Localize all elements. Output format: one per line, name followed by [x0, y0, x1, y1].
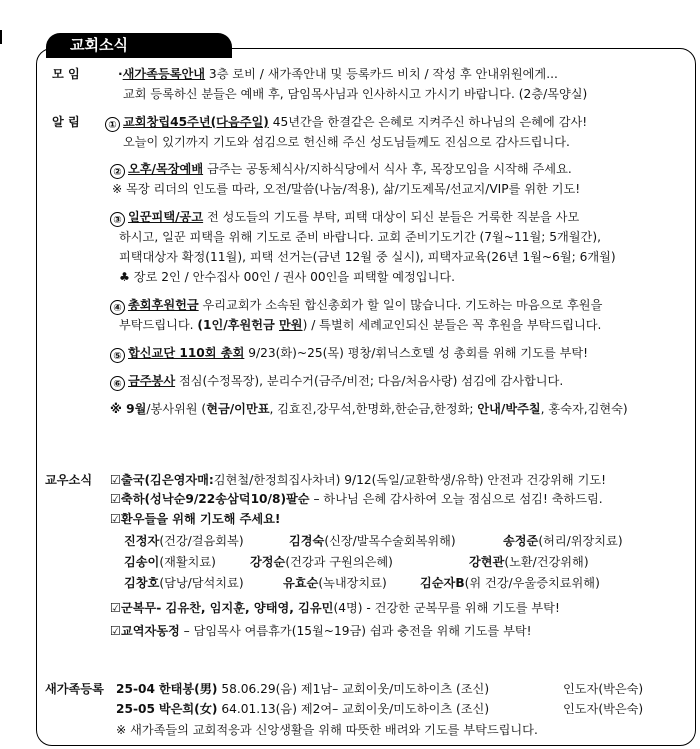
notice-item-1: ① 교회창립45주년(다음주일) 45년간을 한결같은 은혜로 지켜주신 하나님의 은혜에 감사!: [105, 114, 587, 132]
notice-item-3-line-3: 피택대상자 확정(11월), 피택 선거는(금년 12월 중 실시), 피택자교육(26년 1월~6월; 6개월): [119, 250, 616, 264]
patient-row-3c: 김순자B(위 건강/우울증치료위해): [420, 576, 600, 590]
newfamily-row-2: 25-05 박은희(女) 64.01.13(음) 제2여– 교회이웃/미도하이츠 (조신): [116, 702, 490, 716]
notice-item-3: ③ 일꾼피택/공고 전 성도들의 기도를 부탁, 피택 대상이 되신 분들은 거룩한 직분을 사모: [110, 209, 579, 227]
patient-row-2b: 강정순(건강과 구원의은혜): [250, 555, 393, 569]
gathering-title: 새가족등록안내: [122, 67, 206, 81]
notice-item-2-line-2: ※ 목장 리더의 인도를 따라, 오전/말씀(나눔/적용), 삶/기도제목/선교지/VIP를 위한 기도!: [112, 182, 581, 196]
members-line-1: ☑출국(김은영자매:김현철/한정희집사차녀) 9/12(독일/교환학생/유학) 안전과 건강위해 기도!: [110, 473, 607, 487]
notice-item-2: ② 오후/목장예배 금주는 공동체식사/지하식당에서 식사 후, 목장모임을 시작해 주세요.: [110, 161, 572, 179]
newfamily-label: 새가족등록: [45, 682, 104, 696]
gathering-line-2: 교회 등록하신 분들은 예배 후, 담임목사님과 인사하시고 가시기 바랍니다. (2층/목양실): [123, 87, 588, 101]
notice-item-3-line-2: 하시고, 일꾼 피택을 위해 기도로 준비 바랍니다. 교회 준비기도기간 (7월~11월; 5개월간),: [119, 230, 601, 244]
volunteer-line: ※ 9월/봉사위원 (현금/이만표, 김효진,강무석,한명화,한순금,한정화; 안내/박주칠, 홍숙자,김현숙): [110, 402, 628, 416]
patient-row-3: 김창호(담낭/담석치료): [124, 576, 244, 590]
patient-row-2c: 강현관(노환/건강위해): [469, 555, 589, 569]
members-line-3: ☑환우들을 위해 기도해 주세요!: [110, 512, 281, 526]
members-line-2: ☑축하(성낙순9/22송삼덕10/8)팔순 – 하나님 은혜 감사하여 오늘 점심으로 섬김! 축하드림.: [110, 492, 603, 506]
notice-item-5: ⑤ 합신교단 110회 총회 9/23(화)~25(목) 평창/휘닉스호텔 성 총회를 위해 기도를 부탁!: [110, 345, 588, 363]
patient-row-1b: 김경숙(신장/발목수술회복위해): [289, 534, 456, 548]
patient-row-1c: 송정준(허리/위장치료): [503, 534, 623, 548]
gathering-line-1: ·새가족등록안내 3층 로비 / 새가족안내 및 등록카드 비치 / 작성 후 안내위원에게...: [118, 67, 558, 81]
notice-item-4: ④ 총회후원헌금 우리교회가 소속된 합신총회가 할 일이 많습니다. 기도하는 마음으로 후원을: [110, 297, 602, 315]
patient-row-2: 김송이(재활치료): [124, 555, 216, 569]
patient-row-1: 진정자(건강/걸음회복): [124, 534, 244, 548]
newfamily-guide-2: 인도자(박은숙): [563, 702, 644, 716]
margin-mark: [0, 30, 2, 44]
newfamily-row-1: 25-04 한태봉(男) 58.06.29(음) 제1남– 교회이웃/미도하이츠 (조신): [116, 682, 490, 696]
members-label: 교우소식: [45, 473, 93, 487]
members-line-5: ☑교역자동정 – 담임목사 여름휴가(15월~19금) 쉼과 충전을 위해 기도를 부탁!: [110, 624, 532, 638]
page-title: 교회소식: [46, 33, 232, 58]
notice-item-4-line-2: 부탁드립니다. (1인/후원헌금 만원) / 특별히 세례교인되신 분들은 꼭 후원을 부탁드립니다.: [119, 318, 602, 332]
notices-label: 알 림: [52, 115, 80, 129]
patient-row-3b: 유효순(녹내장치료): [283, 576, 387, 590]
members-line-4: ☑군복무- 김유찬, 임지훈, 양태영, 김유민(4명) - 건강한 군복무를 위해 기도를 부탁!: [110, 601, 560, 615]
notice-item-1-line-2: 오늘이 있기까지 기도와 섬김으로 헌신해 주신 성도님들께도 진심으로 감사드립니다.: [123, 135, 570, 149]
gathering-label: 모 임: [52, 67, 80, 81]
notice-item-3-line-4: ♣ 장로 2인 / 안수집사 00인 / 권사 00인을 피택할 예정입니다.: [119, 270, 455, 284]
newfamily-note: ※ 새가족들의 교회적응과 신앙생활을 위해 따뜻한 배려와 기도를 부탁드립니다.: [116, 723, 538, 737]
newfamily-guide-1: 인도자(박은숙): [563, 682, 644, 696]
notice-item-6: ⑥ 금주봉사 점심(수정목장), 분리수거(금주/비전; 다음/처음사랑) 섬김에 감사합니다.: [110, 373, 563, 391]
news-frame: [36, 48, 696, 746]
